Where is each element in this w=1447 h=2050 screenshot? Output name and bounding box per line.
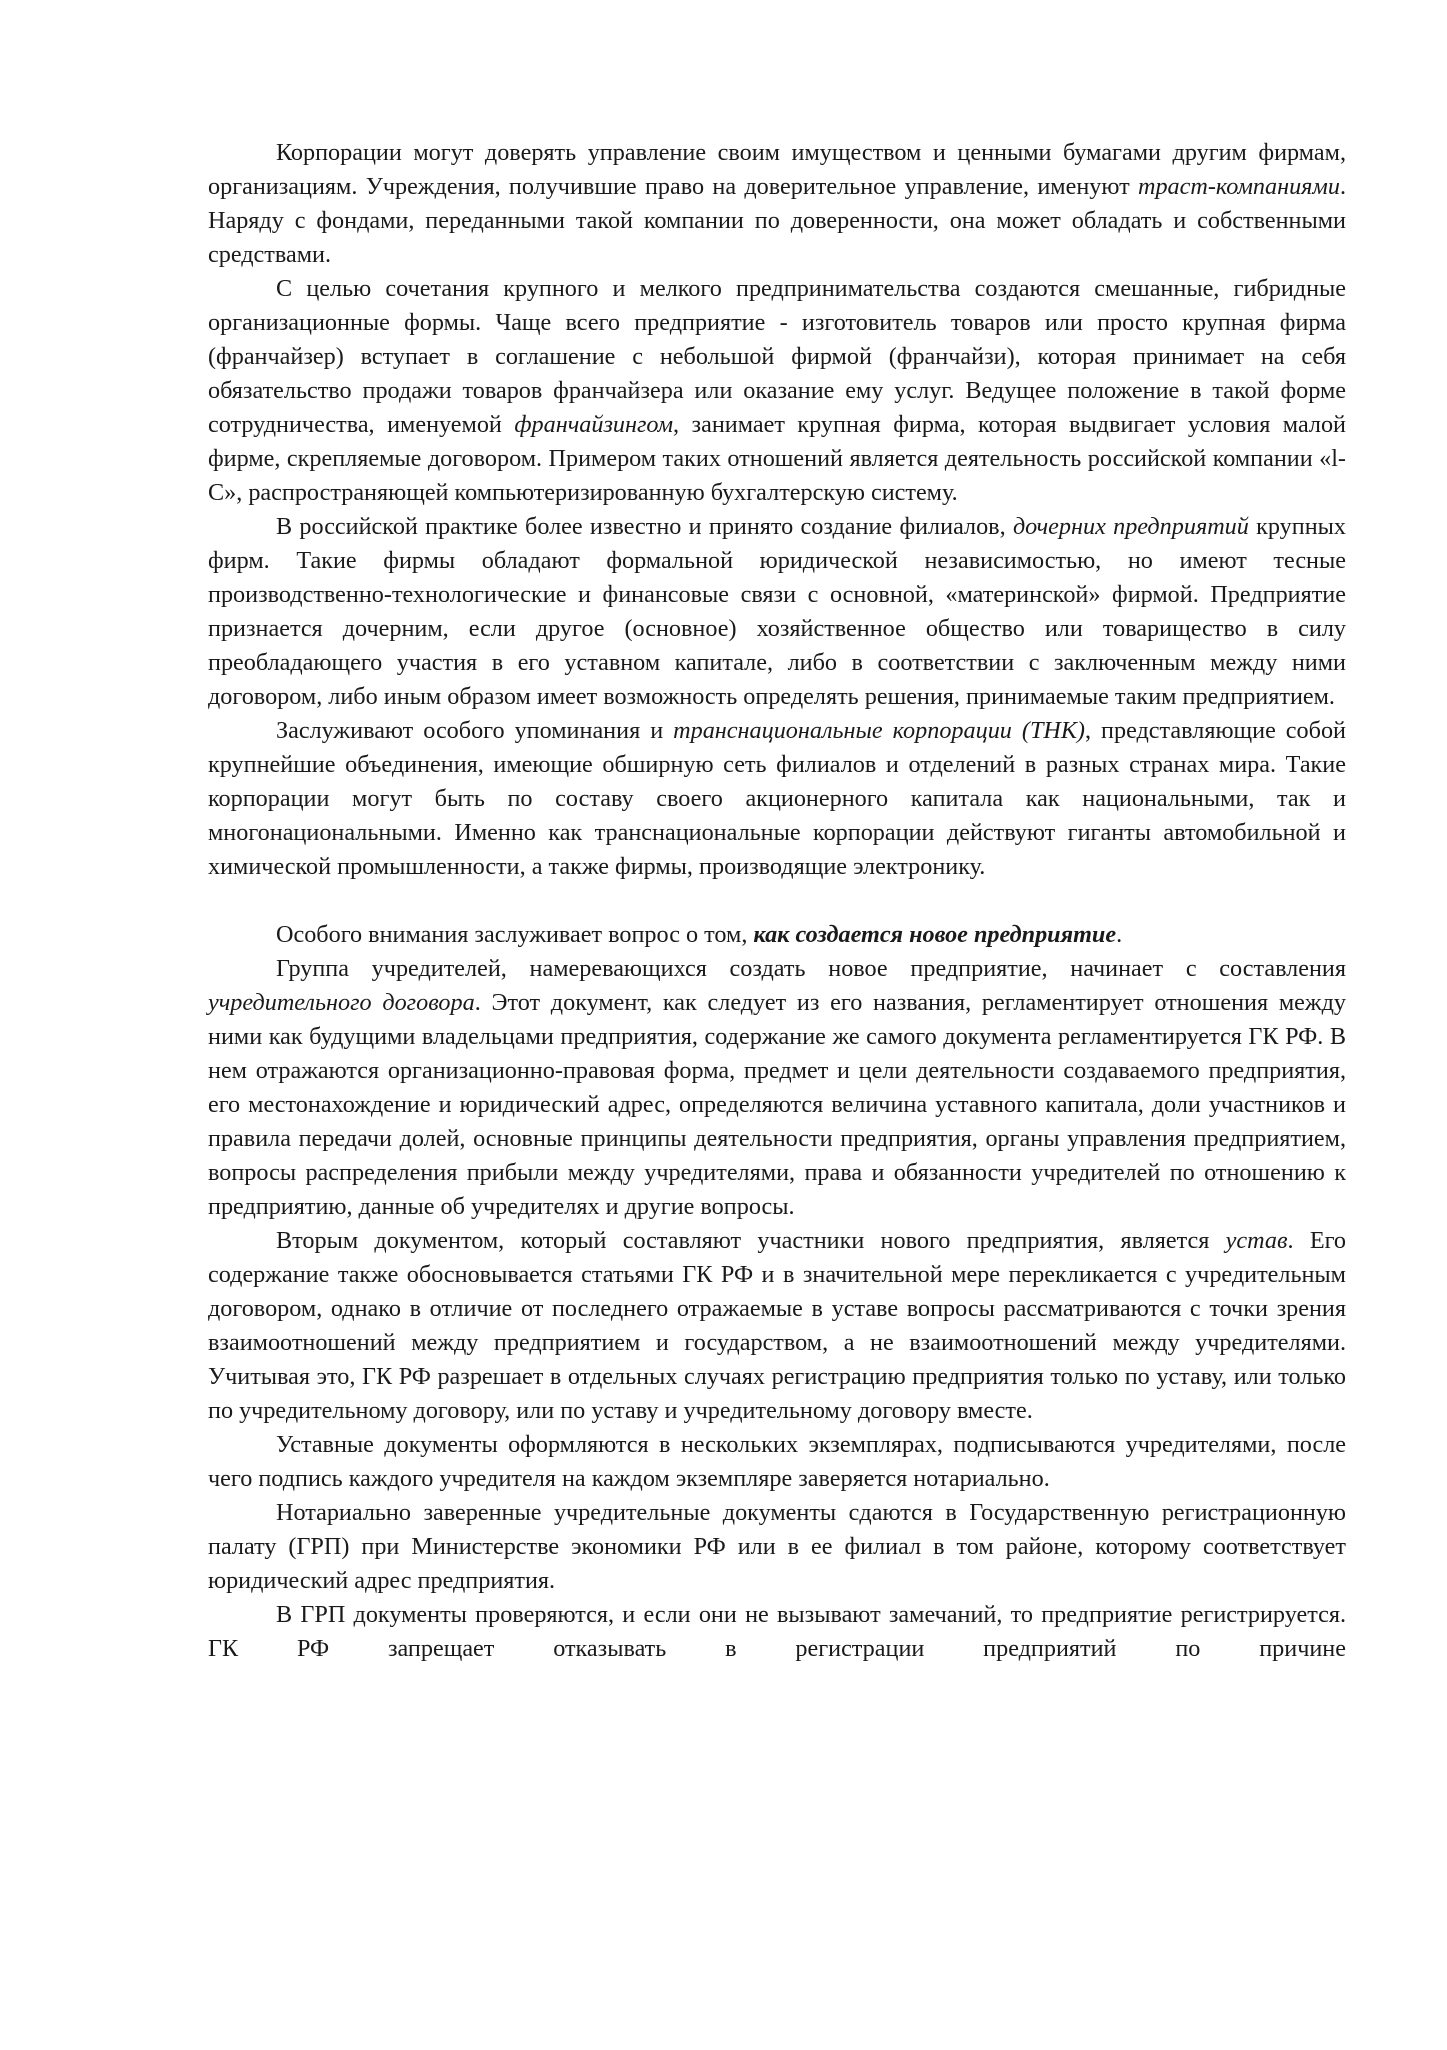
- italic-term: транснациональные корпорации (ТНК): [673, 717, 1085, 744]
- text-run: . Его содержание также обосновывается статьями ГК РФ и в значительной мере перекликается с учредительным договором, однако в отличие от последнего отражаемые в уставе вопросы рассматриваются с точки зрения взаимоотношений между предприятием и государством, а не взаимоотношений между учредителями. Учитывая это, ГК РФ разрешает в отдельных случаях регистрацию предприятия только по уставу, или только по учредительному договору, или по уставу и учредительному договору вместе.: [208, 1227, 1347, 1424]
- text-run: Группа учредителей, намеревающихся создать новое предприятие, начинает с составления: [276, 955, 1346, 982]
- text-run: Особого внимания заслуживает вопрос о том,: [276, 921, 754, 948]
- paragraph-copies: [208, 1428, 1346, 1496]
- paragraph-grp-submission: [208, 1496, 1346, 1598]
- italic-term: устав: [1225, 1227, 1288, 1254]
- text-run: Нотариально заверенные учредительные документы сдаются в Государственную регистрационную палату (ГРП) при Министерстве экономики РФ или в ее филиал в том районе, которому соответствует юридический адрес предприятия.: [208, 1499, 1346, 1594]
- paragraph-charter: [208, 1224, 1346, 1428]
- text-run: , занимает крупная фирма, которая выдвигает условия малой фирме, скрепляемые договором. Примером таких отношений является деятельность российской компании «l-С», распространяющей компьютеризированную бухгалтерскую систему.: [208, 411, 1346, 506]
- text-run: . Этот документ, как следует из его названия, регламентирует отношения между ними как будущими владельцами предприятия, содержание же самого документа регламентируется ГК РФ. В нем отражаются организационно-правовая форма, предмет и цели деятельности создаваемого предприятия, его местонахождение и юридический адрес, определяются величина уставного капитала, доли участников и правила передачи долей, основные принципы деятельности предприятия, органы управления предприятием, вопросы распределения прибыли между учредителями, права и обязанности учредителей по отношению к предприятию, данные об учредителях и другие вопросы.: [208, 989, 1347, 1220]
- text-run: Вторым документом, который составляют участники нового предприятия, является: [276, 1227, 1226, 1254]
- italic-term: траст-компаниями: [1137, 173, 1340, 200]
- text-run: В российской практике более известно и принято создание филиалов,: [276, 513, 1013, 540]
- text-run: . Наряду с фондами, переданными такой компании по доверенности, она может обладать и собственными средствами.: [208, 173, 1346, 268]
- text-run: Заслуживают особого упоминания и: [276, 717, 674, 744]
- paragraph-franchising: [208, 272, 1346, 510]
- paragraph-founders-agreement: [208, 952, 1346, 1224]
- italic-term: учредительного договора: [208, 989, 475, 1016]
- text-run: .: [1116, 921, 1123, 948]
- text-run: , представляющие собой крупнейшие объединения, имеющие обширную сеть филиалов и отделений в разных странах мира. Такие корпорации могут быть по составу своего акционерного капитала как национальными, так и многонациональными. Именно как транснациональные корпорации действуют гиганты автомобильной и химической промышленности, а также фирмы, производящие электронику.: [208, 717, 1346, 880]
- text-run: Корпорации могут доверять управление своим имуществом и ценными бумагами другим фирмам, организациям. Учреждения, получившие право на доверительное управление, именуют: [208, 139, 1346, 200]
- italic-term: дочерних предприятий: [1012, 513, 1249, 540]
- text-run: С целью сочетания крупного и мелкого предпринимательства создаются смешанные, гибридные организационные формы. Чаще всего предприятие - изготовитель товаров или просто крупная фирма (франчайзер) вступает в соглашение с небольшой фирмой (франчайзи), которая принимает на себя обязательство продажи товаров франчайзера или оказание ему услуг. Ведущее положение в такой форме сотрудничества, именуемой: [208, 275, 1346, 438]
- text-run: крупных фирм. Такие фирмы обладают формальной юридической независимостью, но имеют тесные производственно-технологические и финансовые связи с основной, «материнской» фирмой. Предприятие признается дочерним, если другое (основное) хозяйственное общество или товарищество в силу преобладающего участия в его уставном капитале, либо в соответствии с заключенным между ними договором, либо иным образом имеет возможность определять решения, принимаемые таким предприятием.: [208, 513, 1346, 710]
- bold-italic-heading: [753, 921, 1116, 948]
- document-page: [208, 136, 1346, 1666]
- paragraph-trust-companies: [208, 136, 1346, 272]
- bold-italic-term: как создается новое предприятие: [753, 921, 1117, 948]
- paragraph-tnc: [208, 714, 1346, 884]
- paragraph-grp-check: [208, 1598, 1346, 1666]
- text-run: В ГРП документы проверяются, и если они не вызывают замечаний, то предприятие регистрируется. ГК РФ запрещает отказывать в регистрации предприятий по причине: [208, 1601, 1346, 1662]
- paragraph-new-enterprise-intro: [208, 918, 1346, 952]
- paragraph-subsidiaries: [208, 510, 1346, 714]
- italic-term: франчайзингом: [514, 411, 674, 438]
- text-run: Уставные документы оформляются в нескольких экземплярах, подписываются учредителями, после чего подпись каждого учредителя на каждом экземпляре заверяется нотариально.: [208, 1431, 1346, 1492]
